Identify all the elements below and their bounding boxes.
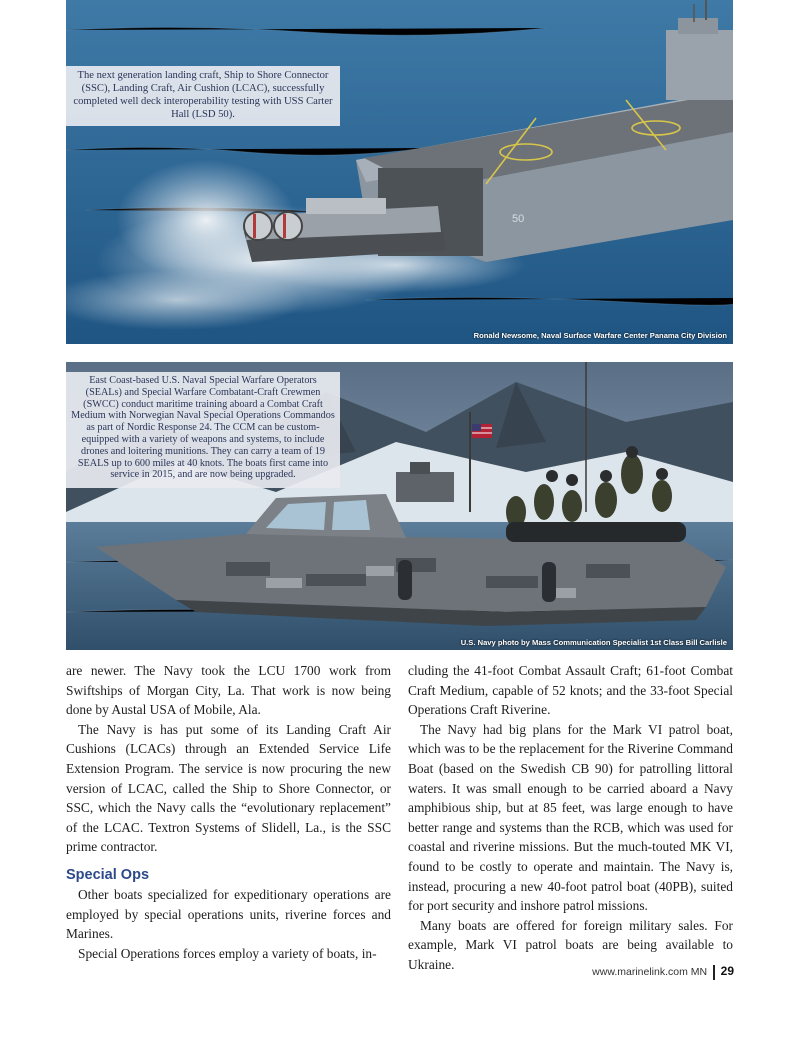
paragraph: are newer. The Navy took the LCU 1700 work from Swiftships of Morgan City, La. That work is now being done by Austal USA of Mobile, Ala.: [66, 663, 391, 718]
footer-site-url: www.marinelink.com: [592, 966, 688, 978]
page-number: 29: [720, 964, 734, 978]
footer-magazine: MN: [690, 966, 708, 978]
paragraph: Many boats are offered for foreign military sales. For example, Mark VI patrol boats are being available to Ukraine.: [408, 917, 733, 972]
photo-credit: U.S. Navy photo by Mass Communication Specialist 1st Class Bill Carlisle: [460, 638, 727, 647]
paragraph: Other boats specialized for expeditionary operations are employed by special operations units, riverine forces and Marines.: [66, 886, 391, 942]
combat-craft-medium-photo: [66, 362, 733, 650]
photo-caption: East Coast-based U.S. Naval Special Warfare Operators (SEALs) and Special Warfare Combatant-Craft Crewmen (SWCC) conduct maritime training aboard a Combat Craft Medium with Norwegian Naval Special Operations Commandos as part of Nordic Response 24. The CCM can be custom-equipped with a variety of weapons and systems, to include drones and loitering munitions. They can carry a team of 19 SEALS up to 600 miles at 40 knots. The boats first came into service in 2015, and are now being upgraded.: [66, 372, 340, 488]
ssc-lcac-photo: [66, 0, 733, 344]
article-left-column: [66, 661, 391, 963]
paragraph: Special Operations forces employ a variety of boats, in-: [78, 945, 377, 961]
ssc-lcac-illustration: [66, 0, 733, 344]
paragraph: cluding the 41-foot Combat Assault Craft; 61-foot Combat Craft Medium, capable of 52 knots; and the 33-foot Special Operations Craft Riverine.: [408, 663, 733, 718]
paragraph: The Navy had big plans for the Mark VI patrol boat, which was to be the replacement for the Riverine Command Boat (based on the Swedish CB 90) for patrolling littoral waters. It was small enough to be carried aboard a Navy amphibious ship, but at 85 feet, was large enough to have better range and systems than the RCB, which was used for coastal and riverine missions. But the much-touted MK VI, found to be costly to operate and maintain. The Navy is, instead, procuring a new 40-foot patrol boat (40PB), suited for port security and inshore patrol missions.: [408, 721, 733, 914]
article-right-column: [408, 661, 733, 975]
photo-caption: The next generation landing craft, Ship to Shore Connector (SSC), Landing Craft, Air Cushion (LCAC), successfully completed well deck interoperability testing with USS Carter Hall (LSD 50).: [66, 66, 340, 126]
paragraph: The Navy is has put some of its Landing Craft Air Cushions (LCACs) through an Extended Service Life Extension Program. The service is now procuring the new version of LCAC, called the Ship to Shore Connector, or SSC, which the Navy calls the “evolutionary replacement” of the LCAC. Textron Systems of Slidell, La., is the SSC prime contractor.: [66, 721, 391, 855]
photo-credit: Ronald Newsome, Naval Surface Warfare Center Panama City Division: [473, 331, 727, 340]
page-footer: [560, 964, 734, 984]
section-heading: Special Ops: [66, 866, 150, 883]
hull-number: 50: [512, 213, 525, 225]
footer-divider: [713, 965, 715, 980]
